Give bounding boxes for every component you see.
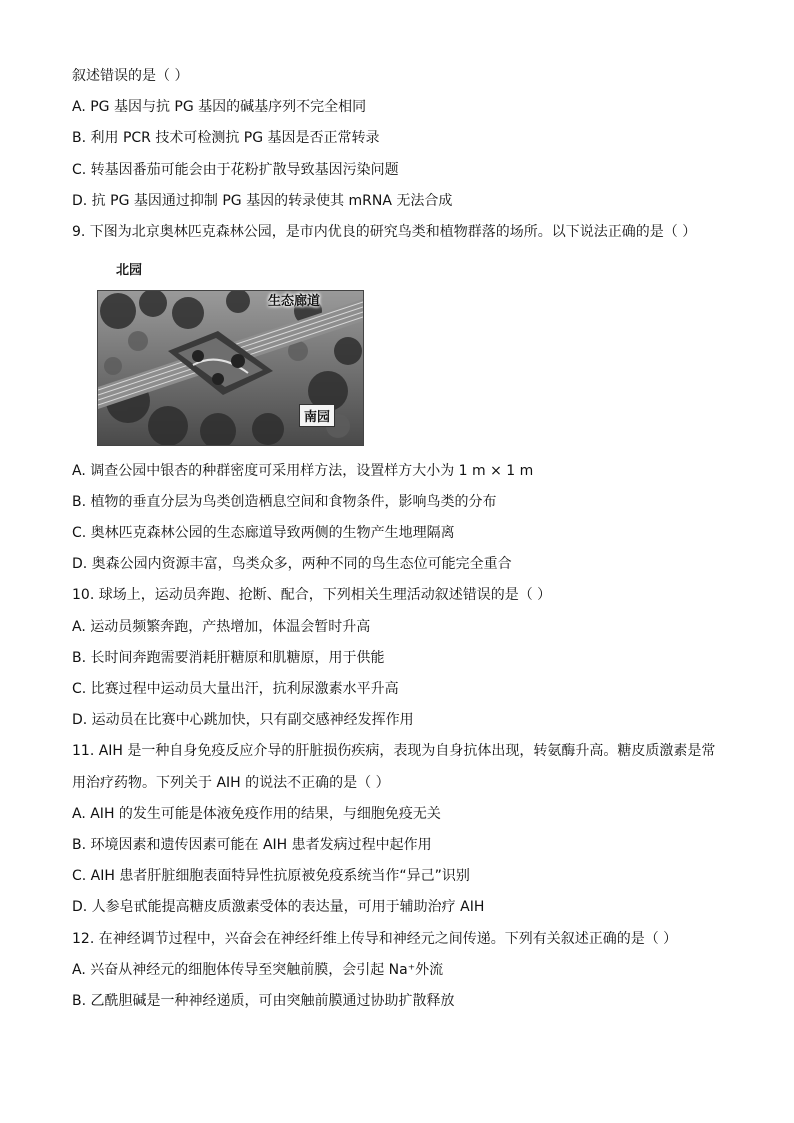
option-d: D. 抗 PG 基因通过抑制 PG 基因的转录使其 mRNA 无法合成 xyxy=(72,193,453,209)
figure-south-park-label: 南园 xyxy=(299,404,335,427)
question-10-stem: 10. 球场上，运动员奔跑、抢断、配合，下列相关生理活动叙述错误的是（ ） xyxy=(72,587,552,603)
figure-corridor-label: 生态廊道 xyxy=(268,294,321,309)
option-b: B. 植物的垂直分层为鸟类创造栖息空间和食物条件，影响鸟类的分布 xyxy=(72,494,497,510)
figure-north-park-label: 北园 xyxy=(116,263,143,278)
option-a: A. PG 基因与抗 PG 基因的碱基序列不完全相同 xyxy=(72,99,367,115)
option-d: D. 奥森公园内资源丰富，鸟类众多，两种不同的鸟生态位可能完全重合 xyxy=(72,556,512,572)
question-stem-continued: 叙述错误的是（ ） xyxy=(72,68,189,84)
option-b: B. 长时间奔跑需要消耗肝糖原和肌糖原，用于供能 xyxy=(72,650,385,666)
option-b: B. 环境因素和遗传因素可能在 AIH 患者发病过程中起作用 xyxy=(72,837,432,853)
option-c: C. 奥林匹克森林公园的生态廊道导致两侧的生物产生地理隔离 xyxy=(72,525,455,541)
option-b: B. 乙酰胆碱是一种神经递质，可由突触前膜通过协助扩散释放 xyxy=(72,993,455,1009)
question-12-stem: 12. 在神经调节过程中，兴奋会在神经纤维上传导和神经元之间传递。下列有关叙述正确的是（ ） xyxy=(72,931,678,947)
option-c: C. 比赛过程中运动员大量出汗，抗利尿激素水平升高 xyxy=(72,681,399,697)
option-d: D. 运动员在比赛中心跳加快，只有副交感神经发挥作用 xyxy=(72,712,414,728)
option-a: A. 调查公园中银杏的种群密度可采用样方法，设置样方大小为 1 m × 1 m xyxy=(72,463,534,479)
option-a: A. AIH 的发生可能是体液免疫作用的结果，与细胞免疫无关 xyxy=(72,806,441,822)
option-a: A. 运动员频繁奔跑，产热增加，体温会暂时升高 xyxy=(72,619,371,635)
option-d: D. 人参皂甙能提高糖皮质激素受体的表达量，可用于辅助治疗 AIH xyxy=(72,899,485,915)
option-c: C. 转基因番茄可能会由于花粉扩散导致基因污染问题 xyxy=(72,162,399,178)
question-9-stem: 9. 下图为北京奥林匹克森林公园，是市内优良的研究鸟类和植物群落的场所。以下说法正确的是（ ） xyxy=(72,224,697,240)
option-c: C. AIH 患者肝脏细胞表面特异性抗原被免疫系统当作“异己”识别 xyxy=(72,868,470,884)
question-11-stem: 11. AIH 是一种自身免疫反应介导的肝脏损伤疾病，表现为自身抗体出现，转氨酶升高。糖皮质激素是常 xyxy=(72,743,716,759)
question-11-stem-continued: 用治疗药物。下列关于 AIH 的说法不正确的是（ ） xyxy=(72,775,390,791)
option-b: B. 利用 PCR 技术可检测抗 PG 基因是否正常转录 xyxy=(72,130,380,146)
option-a: A. 兴奋从神经元的细胞体传导至突触前膜，会引起 Na⁺外流 xyxy=(72,962,444,978)
